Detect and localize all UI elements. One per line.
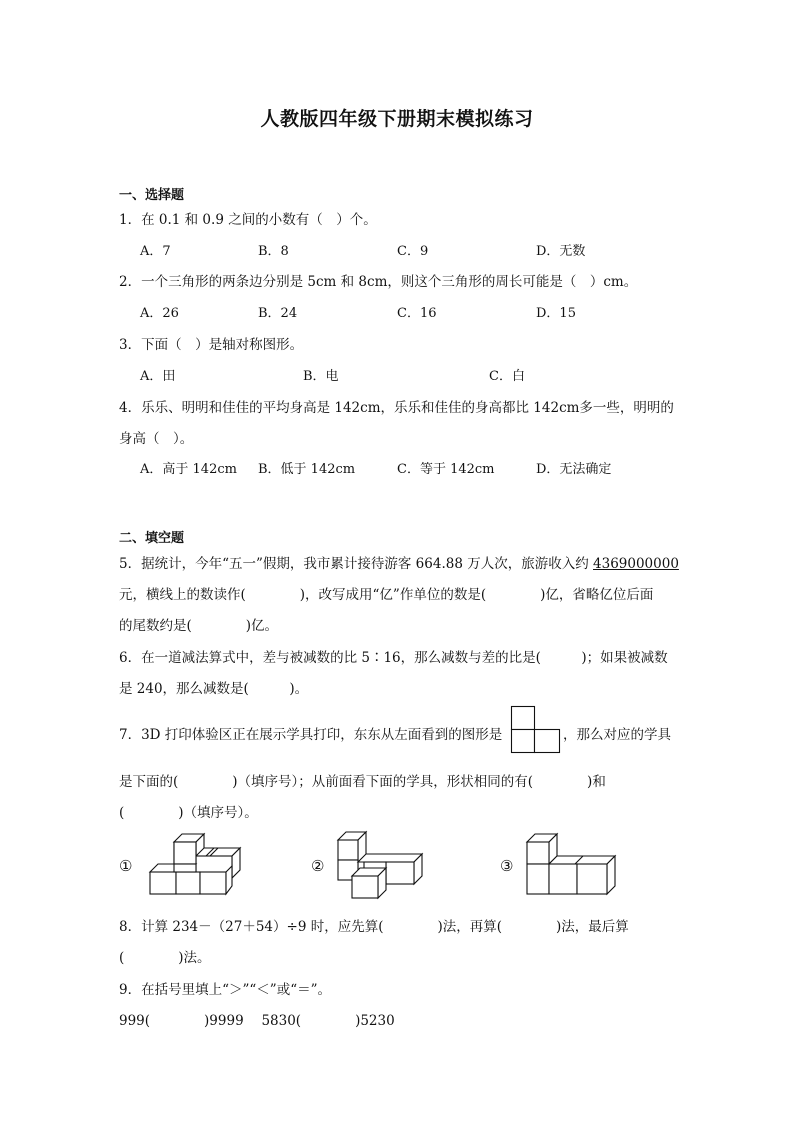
question-3: 3．下面（ ）是轴对称图形。 [119,337,304,353]
q5-underlined-number: 4369000000 [593,556,679,572]
question-7-line-1-post: ，那么对应的学具 [563,727,671,743]
question-9-line-1: 9．在括号里填上“＞”“＜”或“＝”。 [119,982,331,998]
q1-option-c: C．9 [397,244,429,259]
question-6-line-1: 6．在一道减法算式中，差与被减数的比 5∶16，那么减数与差的比是( )；如果被减数 [119,650,668,666]
left-view-bottom-left-square [512,730,535,753]
q1-option-b: B．8 [258,244,289,259]
figure-1-cubes [146,834,246,898]
left-view-bottom-right-square [535,730,560,753]
q4-option-c: C．等于 142cm [397,462,495,477]
question-6-line-2: 是 240，那么减数是( )。 [119,681,309,697]
q5-text-pre: 5．据统计，今年“五一”假期，我市累计接待游客 664.88 万人次，旅游收入约 [119,556,594,572]
question-5-line-2: 元，横线上的数读作( )，改写成用“亿”作单位的数是( )亿，省略亿位后面 [119,587,654,603]
question-5-line-1 [119,552,679,572]
q3-option-b: B．电 [303,369,339,384]
question-4-line-2: 身高（ ）。 [119,431,194,447]
question-7-line-1-pre: 7．3D 打印体验区正在展示学具打印，东东从左面看到的图形是 [119,727,503,743]
q4-option-d: D．无法确定 [536,462,612,477]
figure-2-label: ② [311,857,325,875]
page-title: 人教版四年级下册期末模拟练习 [260,108,534,130]
question-5-line-3: 的尾数约是( )亿。 [119,618,279,634]
question-9-line-2: 999( )9999 5830( )5230 [119,1013,395,1029]
q2-option-d: D．15 [536,306,576,321]
q2-option-a: A．26 [140,306,179,321]
q2-option-b: B．24 [258,306,298,321]
q3-option-c: C．白 [489,369,525,384]
figure-1-label: ① [119,857,133,875]
figure-3-label: ③ [500,857,514,875]
figure-3-cubes [525,834,620,898]
question-2: 2．一个三角形的两条边分别是 5cm 和 8cm，则这个三角形的周长可能是（ ）cm。 [119,274,638,290]
question-1: 1．在 0.1 和 0.9 之间的小数有（ ）个。 [119,212,377,228]
q1-option-a: A．7 [140,244,171,259]
question-4-line-1: 4．乐乐、明明和佳佳的平均身高是 142cm，乐乐和佳佳的身高都比 142cm多一些，明明的 [119,400,674,416]
q2-option-c: C．16 [397,306,437,321]
question-7-line-3: ( )（填序号）。 [119,805,258,821]
figure-2-cubes [336,832,426,900]
q1-option-d: D．无数 [536,244,586,259]
q4-option-a: A．高于 142cm [140,462,237,477]
left-view-figure [511,706,561,754]
question-8-line-1: 8．计算 234－（27＋54）÷9 时，应先算( )法，再算( )法，最后算 [119,919,629,935]
left-view-top-square [512,707,535,730]
q4-option-b: B．低于 142cm [258,462,356,477]
section-heading-choice: 一、选择题 [119,188,185,203]
question-8-line-2: ( )法。 [119,950,211,966]
section-heading-fill-blank: 二、填空题 [119,531,185,546]
question-7-line-2: 是下面的( )（填序号）；从前面看下面的学具，形状相同的有( )和 [119,774,606,790]
q3-option-a: A．田 [140,369,176,384]
